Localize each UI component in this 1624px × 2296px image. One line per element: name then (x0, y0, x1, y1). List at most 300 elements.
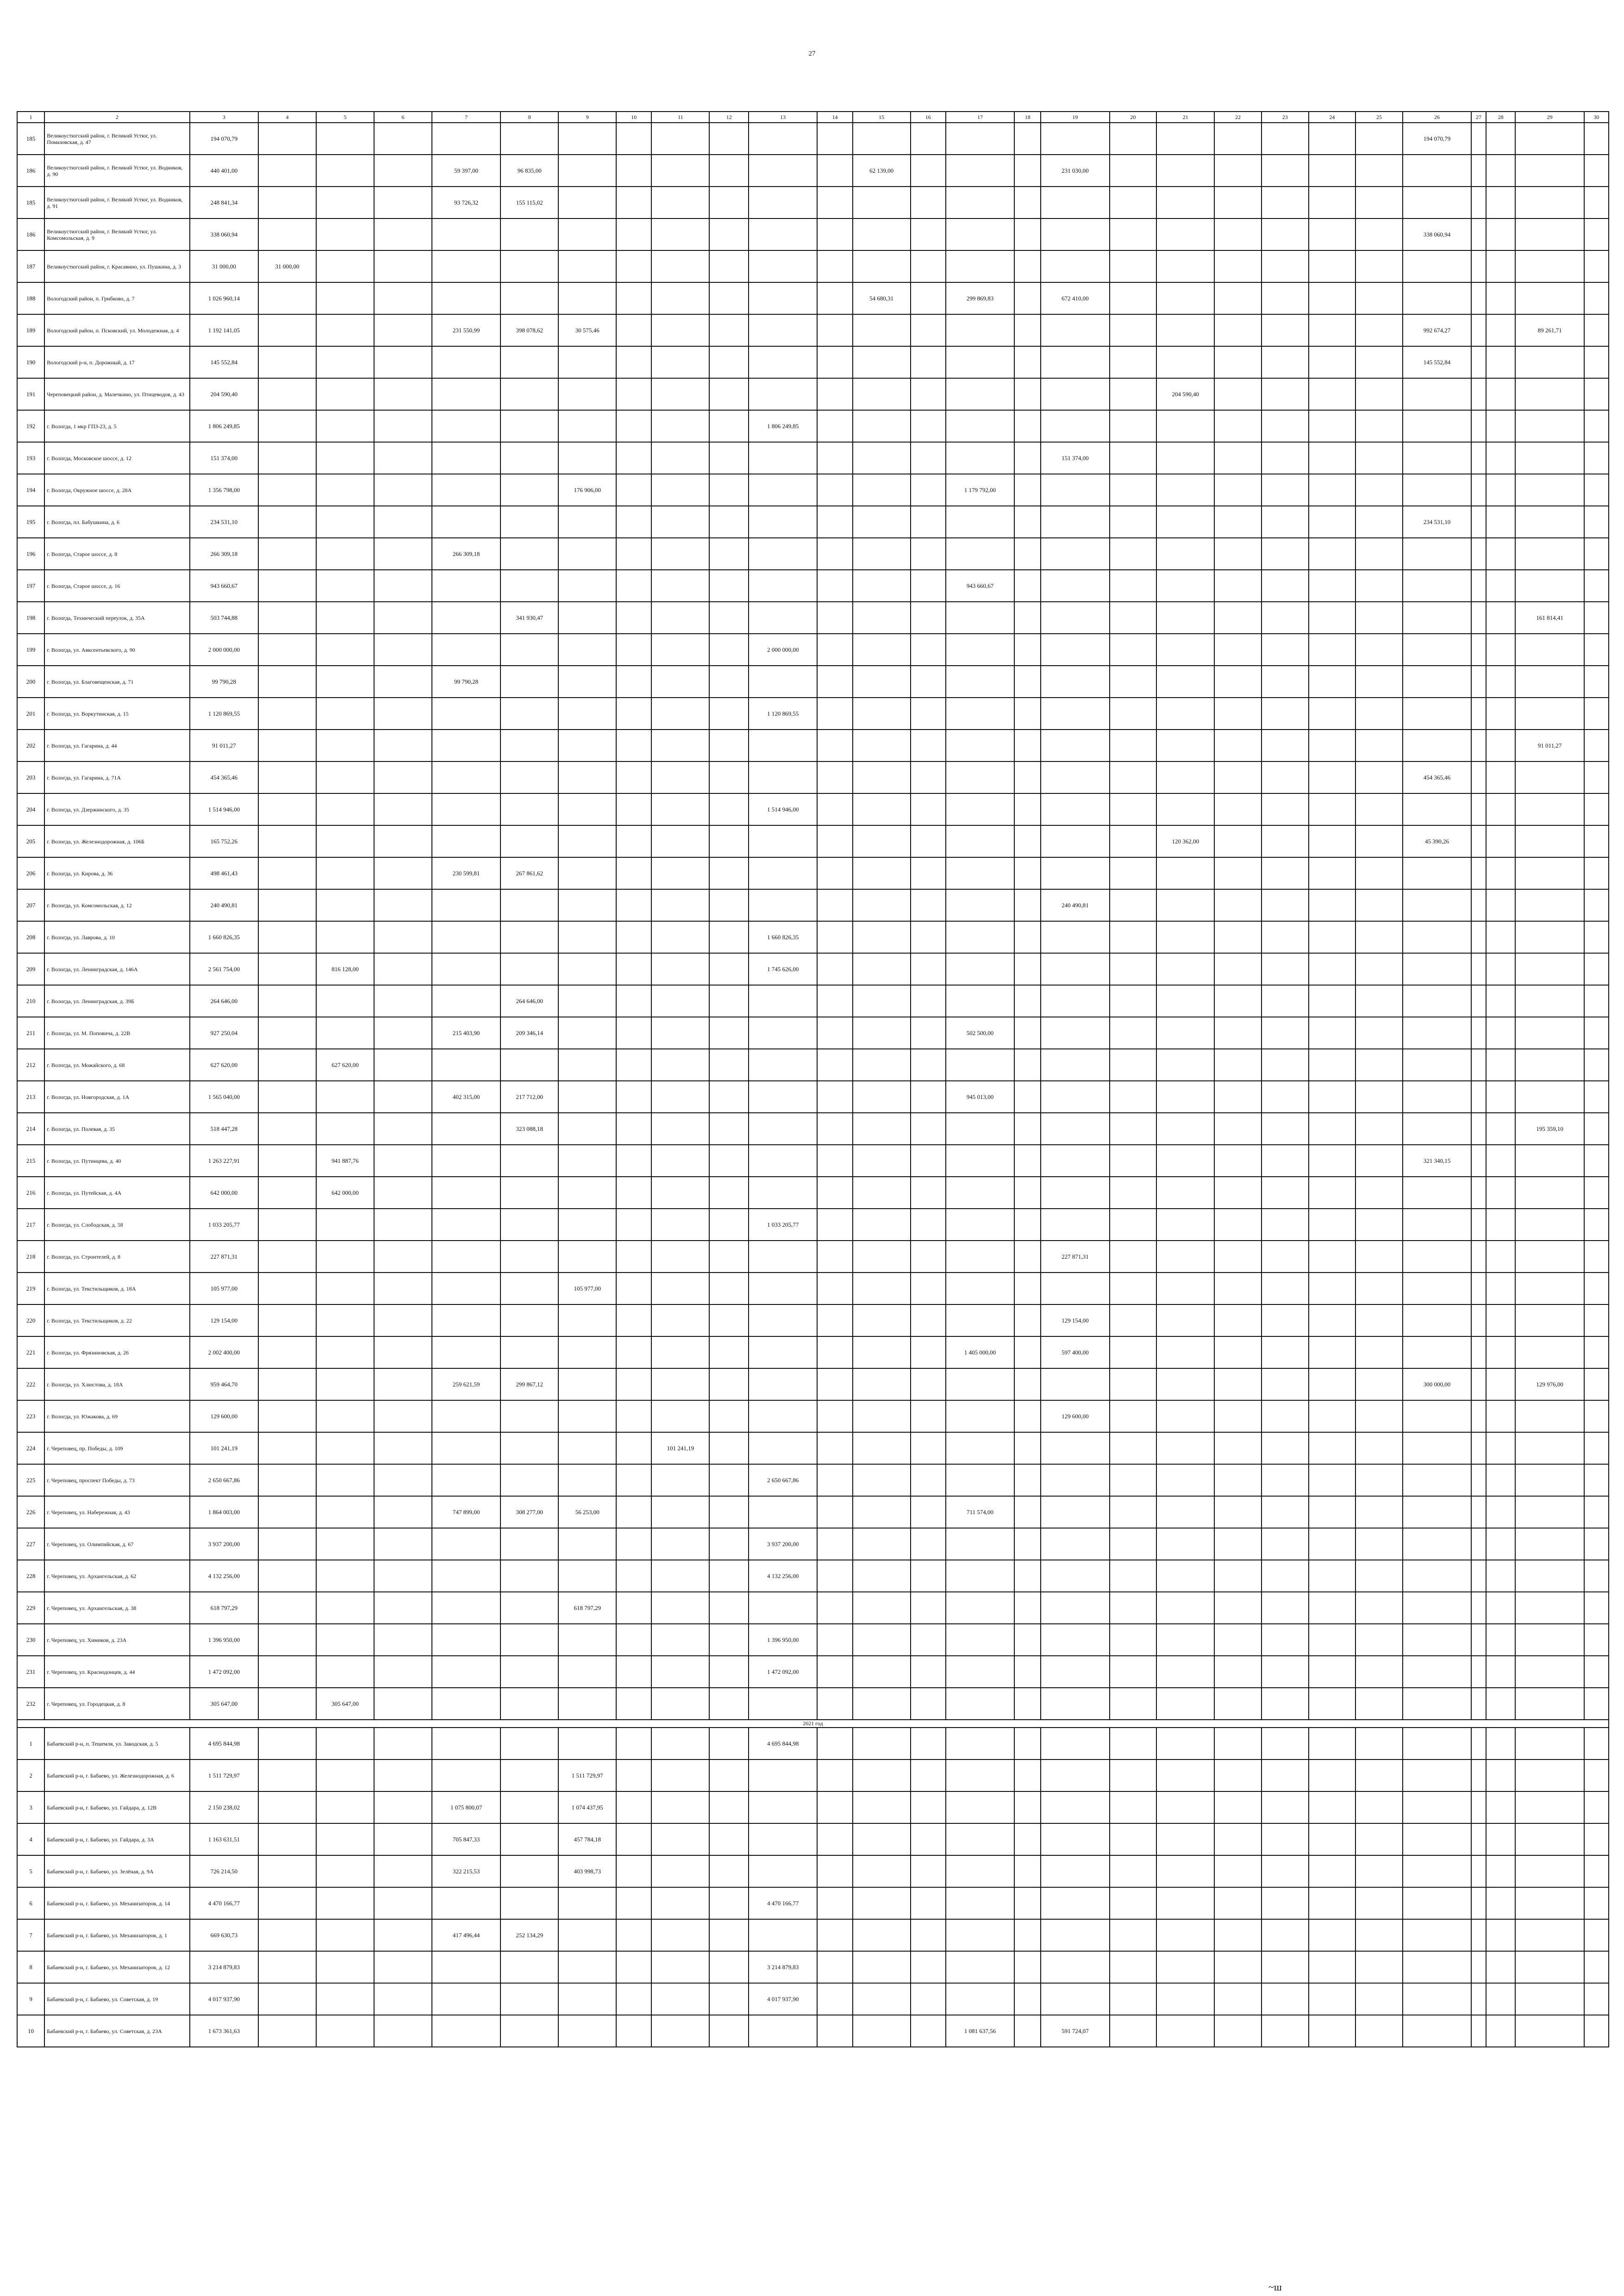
cost-cell (911, 1273, 946, 1304)
cost-cell (1309, 1528, 1356, 1560)
cost-cell (258, 1759, 316, 1791)
cost-cell (1403, 1887, 1471, 1919)
cost-cell (500, 506, 558, 538)
cost-cell (749, 506, 817, 538)
cost-cell (1403, 985, 1471, 1017)
total-cost: 518 447,28 (190, 1113, 258, 1145)
cost-cell (1214, 857, 1262, 889)
cost-cell (709, 2015, 749, 2047)
cost-cell (1584, 1432, 1609, 1464)
object-address: Великоустюгский район, г. Великий Устюг, ул. Водников, д. 90 (44, 155, 190, 187)
cost-cell (258, 378, 316, 410)
cost-cell: 204 590,40 (1156, 378, 1214, 410)
cost-cell (1486, 1145, 1516, 1177)
cost-cell (258, 1432, 316, 1464)
cost-cell (853, 793, 911, 825)
cost-cell (558, 1113, 616, 1145)
cost-cell (1584, 1113, 1609, 1145)
cost-cell (853, 1432, 911, 1464)
table-row (17, 1336, 1609, 1368)
cost-cell (1262, 1464, 1309, 1496)
cost-cell (1156, 570, 1214, 602)
cost-cell (374, 570, 432, 602)
cost-cell (1471, 218, 1486, 250)
cost-cell: 227 871,31 (1041, 1241, 1109, 1273)
cost-cell (946, 187, 1014, 218)
cost-cell (374, 602, 432, 634)
cost-cell (1156, 314, 1214, 346)
cost-cell (749, 1688, 817, 1720)
cost-cell (1214, 187, 1262, 218)
cost-cell (616, 1177, 651, 1209)
table-row (17, 1464, 1609, 1496)
cost-cell (1214, 1209, 1262, 1241)
cost-cell: 341 930,47 (500, 602, 558, 634)
cost-cell (1355, 187, 1403, 218)
row-number: 10 (17, 2015, 44, 2047)
cost-cell (616, 314, 651, 346)
cost-cell (1584, 1400, 1609, 1432)
cost-cell (651, 985, 709, 1017)
cost-cell (1262, 634, 1309, 666)
cost-cell (1355, 1017, 1403, 1049)
object-address: Бабаевский р-н, г. Бабаево, ул. Механизаторов, д. 14 (44, 1887, 190, 1919)
cost-cell (853, 1855, 911, 1887)
cost-cell (1156, 985, 1214, 1017)
cost-cell (1214, 1241, 1262, 1273)
cost-cell (1515, 921, 1584, 953)
cost-cell (749, 2015, 817, 2047)
cost-cell (749, 442, 817, 474)
cost-cell (316, 666, 374, 698)
cost-cell (258, 1791, 316, 1823)
cost-cell (1355, 314, 1403, 346)
cost-cell (1584, 953, 1609, 985)
cost-cell (558, 1241, 616, 1273)
cost-cell (1403, 1919, 1471, 1951)
cost-cell (1156, 1241, 1214, 1273)
cost-cell (316, 1983, 374, 2015)
row-number: 3 (17, 1791, 44, 1823)
cost-cell (1309, 1791, 1356, 1823)
year-separator-row (17, 1720, 1609, 1728)
cost-cell (1355, 506, 1403, 538)
cost-cell (258, 1273, 316, 1304)
cost-cell (1403, 921, 1471, 953)
cost-cell (749, 1336, 817, 1368)
cost-cell (1584, 1273, 1609, 1304)
cost-cell (258, 1688, 316, 1720)
cost-cell (651, 1855, 709, 1887)
cost-cell (316, 1791, 374, 1823)
cost-cell (911, 889, 946, 921)
cost-cell (1014, 889, 1041, 921)
cost-cell (316, 761, 374, 793)
row-number: 186 (17, 218, 44, 250)
cost-cell (1041, 1177, 1109, 1209)
cost-cell: 151 374,00 (1041, 442, 1109, 474)
cost-cell (651, 1049, 709, 1081)
cost-cell (558, 1400, 616, 1432)
cost-cell (1584, 442, 1609, 474)
cost-cell (1403, 1688, 1471, 1720)
cost-cell (1014, 1017, 1041, 1049)
object-address: г. Вологда, ул. Лаврова, д. 10 (44, 921, 190, 953)
cost-cell (709, 1887, 749, 1919)
object-address: г. Череповец, ул. Архангельская, д. 62 (44, 1560, 190, 1592)
cost-cell (1471, 1951, 1486, 1983)
cost-cell (1584, 1560, 1609, 1592)
cost-cell (1214, 538, 1262, 570)
cost-cell (1355, 1241, 1403, 1273)
cost-cell (316, 1919, 374, 1951)
cost-cell (1584, 825, 1609, 857)
cost-cell (1403, 1560, 1471, 1592)
cost-cell (374, 1241, 432, 1273)
column-number: 18 (1014, 112, 1041, 123)
cost-cell (1584, 1759, 1609, 1791)
cost-cell (946, 410, 1014, 442)
cost-cell (853, 1823, 911, 1855)
cost-cell (1355, 1304, 1403, 1336)
row-number: 213 (17, 1081, 44, 1113)
total-cost: 129 154,00 (190, 1304, 258, 1336)
cost-cell (374, 666, 432, 698)
cost-cell (616, 889, 651, 921)
row-number: 224 (17, 1432, 44, 1464)
row-number: 218 (17, 1241, 44, 1273)
cost-cell (374, 442, 432, 474)
table-row (17, 314, 1609, 346)
cost-cell (1262, 1592, 1309, 1624)
cost-cell (1486, 506, 1516, 538)
cost-cell (616, 1791, 651, 1823)
cost-cell (946, 1464, 1014, 1496)
column-number: 14 (817, 112, 852, 123)
cost-cell (1584, 1049, 1609, 1081)
cost-cell (1515, 1983, 1584, 2015)
cost-cell (374, 1336, 432, 1368)
cost-cell (1355, 155, 1403, 187)
cost-cell (1584, 1528, 1609, 1560)
cost-cell (1486, 1113, 1516, 1145)
cost-cell (817, 698, 852, 730)
cost-cell (1355, 282, 1403, 314)
cost-cell (1041, 474, 1109, 506)
total-cost: 305 647,00 (190, 1688, 258, 1720)
cost-cell (1515, 1304, 1584, 1336)
cost-cell: 194 070,79 (1403, 123, 1471, 155)
cost-cell (1110, 1919, 1157, 1951)
object-address: г. Вологда, ул. М. Поповича, д. 22В (44, 1017, 190, 1049)
cost-cell (853, 410, 911, 442)
cost-cell (1262, 1273, 1309, 1304)
table-row (17, 602, 1609, 634)
cost-cell (1262, 442, 1309, 474)
cost-cell (1471, 730, 1486, 761)
cost-cell (1309, 825, 1356, 857)
cost-cell (1110, 218, 1157, 250)
cost-cell (500, 1464, 558, 1496)
row-number: 227 (17, 1528, 44, 1560)
cost-cell (1041, 410, 1109, 442)
cost-cell (1309, 282, 1356, 314)
cost-cell (1014, 1983, 1041, 2015)
total-cost: 4 470 166,77 (190, 1887, 258, 1919)
cost-cell: 209 346,14 (500, 1017, 558, 1049)
cost-cell (1515, 1496, 1584, 1528)
cost-cell (258, 218, 316, 250)
cost-cell (817, 155, 852, 187)
cost-cell (911, 218, 946, 250)
cost-cell (1156, 761, 1214, 793)
table-row (17, 538, 1609, 570)
cost-cell (651, 1759, 709, 1791)
cost-cell (1471, 314, 1486, 346)
cost-cell (1214, 825, 1262, 857)
cost-cell (651, 218, 709, 250)
cost-cell (817, 634, 852, 666)
cost-cell (1355, 378, 1403, 410)
cost-cell (1355, 1368, 1403, 1400)
cost-cell (1110, 1624, 1157, 1656)
cost-cell (316, 1209, 374, 1241)
cost-cell: 642 000,00 (316, 1177, 374, 1209)
cost-cell (316, 1656, 374, 1688)
cost-cell (316, 1017, 374, 1049)
table-row (17, 123, 1609, 155)
cost-cell (1041, 730, 1109, 761)
cost-cell (911, 793, 946, 825)
cost-cell (316, 1728, 374, 1759)
cost-cell (1156, 666, 1214, 698)
cost-cell (817, 1336, 852, 1368)
cost-cell (1309, 1336, 1356, 1368)
cost-cell (709, 506, 749, 538)
cost-cell (500, 250, 558, 282)
cost-cell (616, 1273, 651, 1304)
cost-cell (1471, 282, 1486, 314)
table-row (17, 698, 1609, 730)
total-cost: 1 673 361,63 (190, 2015, 258, 2047)
cost-cell (1486, 1241, 1516, 1273)
cost-cell (1309, 1145, 1356, 1177)
cost-cell (911, 761, 946, 793)
cost-cell (1515, 474, 1584, 506)
cost-cell (500, 1823, 558, 1855)
cost-cell (1110, 538, 1157, 570)
cost-cell (1471, 1624, 1486, 1656)
column-number: 6 (374, 112, 432, 123)
cost-cell (1403, 1400, 1471, 1432)
cost-cell (1584, 1304, 1609, 1336)
column-number: 5 (316, 112, 374, 123)
cost-cell (709, 793, 749, 825)
table-row (17, 1496, 1609, 1528)
cost-cell (709, 1432, 749, 1464)
row-number: 201 (17, 698, 44, 730)
total-cost: 627 620,00 (190, 1049, 258, 1081)
cost-cell (500, 474, 558, 506)
cost-cell (1156, 889, 1214, 921)
table-row (17, 1791, 1609, 1823)
cost-cell: 56 253,00 (558, 1496, 616, 1528)
cost-cell (1156, 1560, 1214, 1592)
cost-cell (1041, 1919, 1109, 1951)
cost-cell (1515, 1464, 1584, 1496)
cost-cell (1471, 1759, 1486, 1791)
budget-table (17, 111, 1609, 2047)
object-address: г. Вологда, ул. Южакова, д. 69 (44, 1400, 190, 1432)
cost-cell (853, 1177, 911, 1209)
cost-cell (1156, 1273, 1214, 1304)
cost-cell (946, 123, 1014, 155)
cost-cell (651, 1209, 709, 1241)
cost-cell (316, 1855, 374, 1887)
cost-cell (1041, 793, 1109, 825)
cost-cell (1355, 1688, 1403, 1720)
cost-cell (616, 1209, 651, 1241)
cost-cell (500, 570, 558, 602)
cost-cell (1110, 250, 1157, 282)
cost-cell (1262, 1209, 1309, 1241)
cost-cell (817, 602, 852, 634)
cost-cell (853, 761, 911, 793)
cost-cell (1041, 1855, 1109, 1887)
cost-cell (709, 1656, 749, 1688)
cost-cell (1262, 1656, 1309, 1688)
cost-cell (1262, 793, 1309, 825)
cost-cell (911, 1592, 946, 1624)
cost-cell: 321 340,15 (1403, 1145, 1471, 1177)
row-number: 199 (17, 634, 44, 666)
cost-cell (1041, 634, 1109, 666)
object-address: Бабаевский р-н, п. Тешемля, ул. Заводская, д. 5 (44, 1728, 190, 1759)
cost-cell (1584, 378, 1609, 410)
cost-cell (651, 474, 709, 506)
total-cost: 264 646,00 (190, 985, 258, 1017)
cost-cell (1309, 793, 1356, 825)
cost-cell (1041, 1951, 1109, 1983)
object-address: Бабаевский р-н, г. Бабаево, ул. Советская, д. 23А (44, 2015, 190, 2047)
cost-cell (1214, 1304, 1262, 1336)
cost-cell (316, 857, 374, 889)
cost-cell (853, 1464, 911, 1496)
object-address: г. Вологда, ул. Полевая, д. 35 (44, 1113, 190, 1145)
cost-cell: 1 120 869,55 (749, 698, 817, 730)
cost-cell (651, 378, 709, 410)
total-cost: 1 514 946,00 (190, 793, 258, 825)
cost-cell (558, 1017, 616, 1049)
cost-cell (946, 378, 1014, 410)
cost-cell (1262, 187, 1309, 218)
cost-cell (258, 1823, 316, 1855)
cost-cell (500, 1951, 558, 1983)
cost-cell (316, 1432, 374, 1464)
cost-cell (911, 1464, 946, 1496)
cost-cell (558, 442, 616, 474)
cost-cell (911, 1400, 946, 1432)
table-row (17, 1823, 1609, 1855)
cost-cell (558, 1209, 616, 1241)
cost-cell (374, 1145, 432, 1177)
cost-cell (651, 250, 709, 282)
total-cost: 240 490,81 (190, 889, 258, 921)
cost-cell (258, 1855, 316, 1887)
object-address: Бабаевский р-н, г. Бабаево, ул. Механизаторов, д. 1 (44, 1919, 190, 1951)
cost-cell (258, 1017, 316, 1049)
object-address: г. Череповец, ул. Олимпийская, д. 67 (44, 1528, 190, 1560)
cost-cell (651, 123, 709, 155)
cost-cell (817, 1951, 852, 1983)
cost-cell (374, 1919, 432, 1951)
cost-cell (911, 953, 946, 985)
cost-cell (258, 1464, 316, 1496)
cost-cell (1355, 1791, 1403, 1823)
cost-cell (651, 1887, 709, 1919)
cost-cell (1014, 123, 1041, 155)
object-address: г. Вологда, ул. Авксентьевского, д. 90 (44, 634, 190, 666)
cost-cell (1110, 1656, 1157, 1688)
cost-cell (817, 857, 852, 889)
cost-cell (558, 1304, 616, 1336)
cost-cell (749, 730, 817, 761)
cost-cell (1403, 1823, 1471, 1855)
cost-cell (1403, 538, 1471, 570)
cost-cell (258, 442, 316, 474)
cost-cell (911, 314, 946, 346)
total-cost: 1 026 960,14 (190, 282, 258, 314)
cost-cell (316, 730, 374, 761)
cost-cell (1486, 1081, 1516, 1113)
cost-cell (1403, 1496, 1471, 1528)
cost-cell (1403, 1113, 1471, 1145)
cost-cell (374, 187, 432, 218)
cost-cell (817, 1823, 852, 1855)
cost-cell (651, 921, 709, 953)
cost-cell (911, 666, 946, 698)
cost-cell (946, 250, 1014, 282)
cost-cell (1471, 1560, 1486, 1592)
cost-cell (316, 442, 374, 474)
object-address: г. Череповец, ул. Химиков, д. 23А (44, 1624, 190, 1656)
row-number: 2 (17, 1759, 44, 1791)
cost-cell (749, 123, 817, 155)
cost-cell (1156, 1759, 1214, 1791)
cost-cell (1309, 1951, 1356, 1983)
cost-cell (1486, 1887, 1516, 1919)
cost-cell (1262, 1887, 1309, 1919)
cost-cell (817, 1791, 852, 1823)
cost-cell (1014, 346, 1041, 378)
cost-cell (1471, 602, 1486, 634)
cost-cell (651, 634, 709, 666)
cost-cell (1309, 1919, 1356, 1951)
cost-cell (432, 2015, 500, 2047)
cost-cell (1214, 2015, 1262, 2047)
cost-cell (432, 123, 500, 155)
cost-cell (1309, 410, 1356, 442)
cost-cell: 457 784,18 (558, 1823, 616, 1855)
cost-cell (1355, 634, 1403, 666)
cost-cell (316, 1951, 374, 1983)
cost-cell (500, 666, 558, 698)
cost-cell (258, 1528, 316, 1560)
cost-cell (432, 1887, 500, 1919)
object-address: г. Вологда, ул. Кирова, д. 36 (44, 857, 190, 889)
cost-cell (1515, 538, 1584, 570)
cost-cell (1110, 825, 1157, 857)
